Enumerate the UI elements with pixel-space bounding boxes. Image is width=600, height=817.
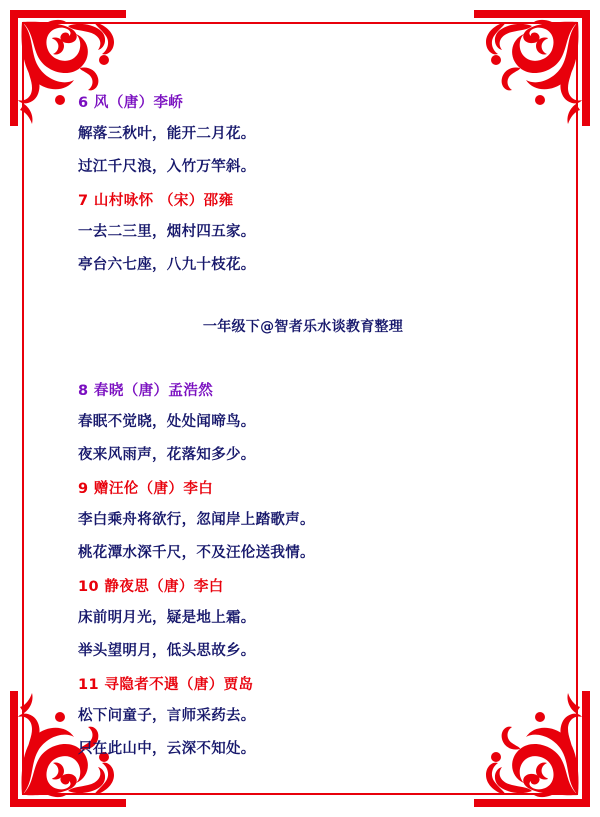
poem-line: 李白乘舟将欲行，忽闻岸上踏歌声。 — [78, 512, 315, 528]
poem-line: 春眠不觉晓，处处闻啼鸟。 — [78, 414, 256, 430]
poem-line: 亭台六七座，八九十枝花。 — [78, 257, 256, 273]
poem-line: 解落三秋叶，能开二月花。 — [78, 126, 256, 142]
poem-entry — [78, 572, 528, 668]
poem-entry — [78, 186, 528, 282]
poem-title: 11 寻隐者不遇（唐）贾岛 — [78, 677, 254, 693]
poem-line: 过江千尺浪，入竹万竿斜。 — [78, 159, 256, 175]
poem-title: 7 山村咏怀 （宋）邵雍 — [78, 193, 234, 209]
poem-list — [78, 88, 528, 768]
poem-title: 9 赠汪伦（唐）李白 — [78, 481, 214, 497]
watermark-text: 一年级下@智者乐水谈教育整理 — [202, 319, 404, 335]
poem-entry — [78, 376, 528, 472]
poem-line: 桃花潭水深千尺，不及汪伦送我情。 — [78, 545, 315, 561]
poem-entry — [78, 88, 528, 184]
poem-entry — [78, 474, 528, 570]
poem-title: 6 风（唐）李峤 — [78, 95, 184, 111]
poem-entry — [78, 670, 528, 766]
poem-title: 8 春晓（唐）孟浩然 — [78, 383, 214, 399]
poem-line: 松下问童子，言师采药去。 — [78, 708, 256, 724]
poem-line: 夜来风雨声，花落知多少。 — [78, 447, 256, 463]
poem-line: 一去二三里，烟村四五家。 — [78, 224, 256, 240]
poem-line: 举头望明月，低头思故乡。 — [78, 643, 256, 659]
poem-line: 床前明月光，疑是地上霜。 — [78, 610, 256, 626]
poem-line: 只在此山中，云深不知处。 — [78, 741, 256, 757]
poem-title: 10 静夜思（唐）李白 — [78, 579, 224, 595]
